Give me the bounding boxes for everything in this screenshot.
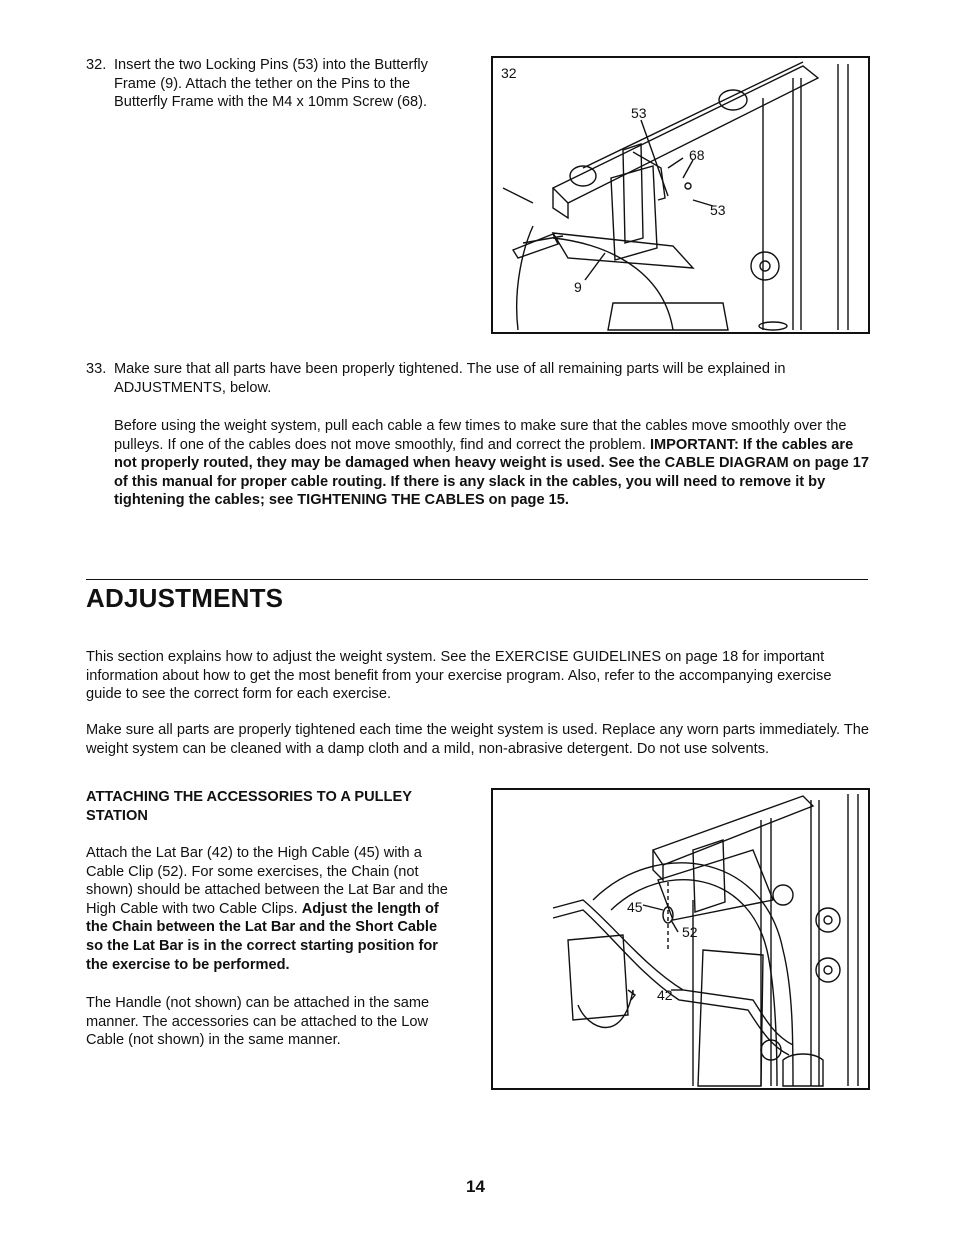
adjustments-intro-2: Make sure all parts are properly tightened each time the weight system is used. Replace any worn parts immediately. The weight system can be cleaned with a damp cloth and a mild, non-abrasive detergent. Do not use solvents.	[86, 722, 870, 757]
step-32-text: Insert the two Locking Pins (53) into the Butterfly Frame (9). Attach the tether on the Pins to the Butterfly Frame with the M4 x 10mm Screw (68).	[114, 57, 428, 111]
step-33-text-2-plain: Before using the weight system, pull each cable a few times to make sure that the cables move smoothly over the pulleys. If one of the cables does not move smoothly, find and correct the problem.	[114, 418, 847, 453]
page-number: 14	[466, 1177, 485, 1196]
attaching-paragraph-1	[86, 844, 458, 974]
step-32-number: 32.	[86, 57, 107, 73]
step-33-text-1: Make sure that all parts have been properly tightened. The use of all remaining parts will be explained in ADJUSTMENTS, below.	[114, 361, 786, 396]
subheading-attaching-accessories: ATTACHING THE ACCESSORIES TO A PULLEY STATION	[86, 789, 412, 824]
attaching-paragraph-1-plain: Attach the Lat Bar (42) to the High Cable (45) with a Cable Clip (52). For some exercises, the Chain (not shown) should be attached between the Lat Bar and the High Cable with two Cable Clips.	[86, 845, 448, 917]
figure-step-32	[491, 56, 870, 334]
step-33-important-note: IMPORTANT: If the cables are not properly routed, they may be damaged when heavy weight is used. See the CABLE DIAGRAM on page 17 of this manual for proper cable routing. If there is any slack in the cables, you will need to remove it by tightening the cables; see TIGHTENING THE CABLES on page 15.	[114, 436, 869, 509]
figure-step-32-label: 32	[501, 65, 517, 81]
section-rule	[86, 579, 868, 580]
section-title: ADJUSTMENTS	[86, 583, 284, 613]
callout-53-bottom: 53	[710, 202, 726, 218]
figure-pulley-station-illustration	[493, 790, 870, 1090]
attaching-paragraph-2: The Handle (not shown) can be attached in the same manner. The accessories can be attached to the Low Cable (not shown) in the same manner.	[86, 995, 430, 1049]
callout-52: 52	[682, 924, 698, 940]
callout-9: 9	[574, 279, 582, 295]
attaching-paragraph-1-bold: Adjust the length of the Chain between the Lat Bar and the Short Cable so the Lat Bar is in the correct starting position for the exercise to be performed.	[86, 900, 439, 973]
callout-53-top: 53	[631, 105, 647, 121]
step-33-text-2	[114, 417, 870, 510]
figure-pulley-station	[491, 788, 870, 1090]
step-33-number: 33.	[86, 361, 107, 377]
callout-45: 45	[627, 899, 643, 915]
callout-68: 68	[689, 147, 705, 163]
adjustments-intro-1: This section explains how to adjust the weight system. See the EXERCISE GUIDELINES on page 18 for important information about how to get the most benefit from your exercise program. Also, refer to the accompanying exercise guide to see the correct form for each exercise.	[86, 649, 832, 703]
figure-step-32-illustration	[493, 58, 870, 334]
callout-42: 42	[657, 987, 673, 1003]
